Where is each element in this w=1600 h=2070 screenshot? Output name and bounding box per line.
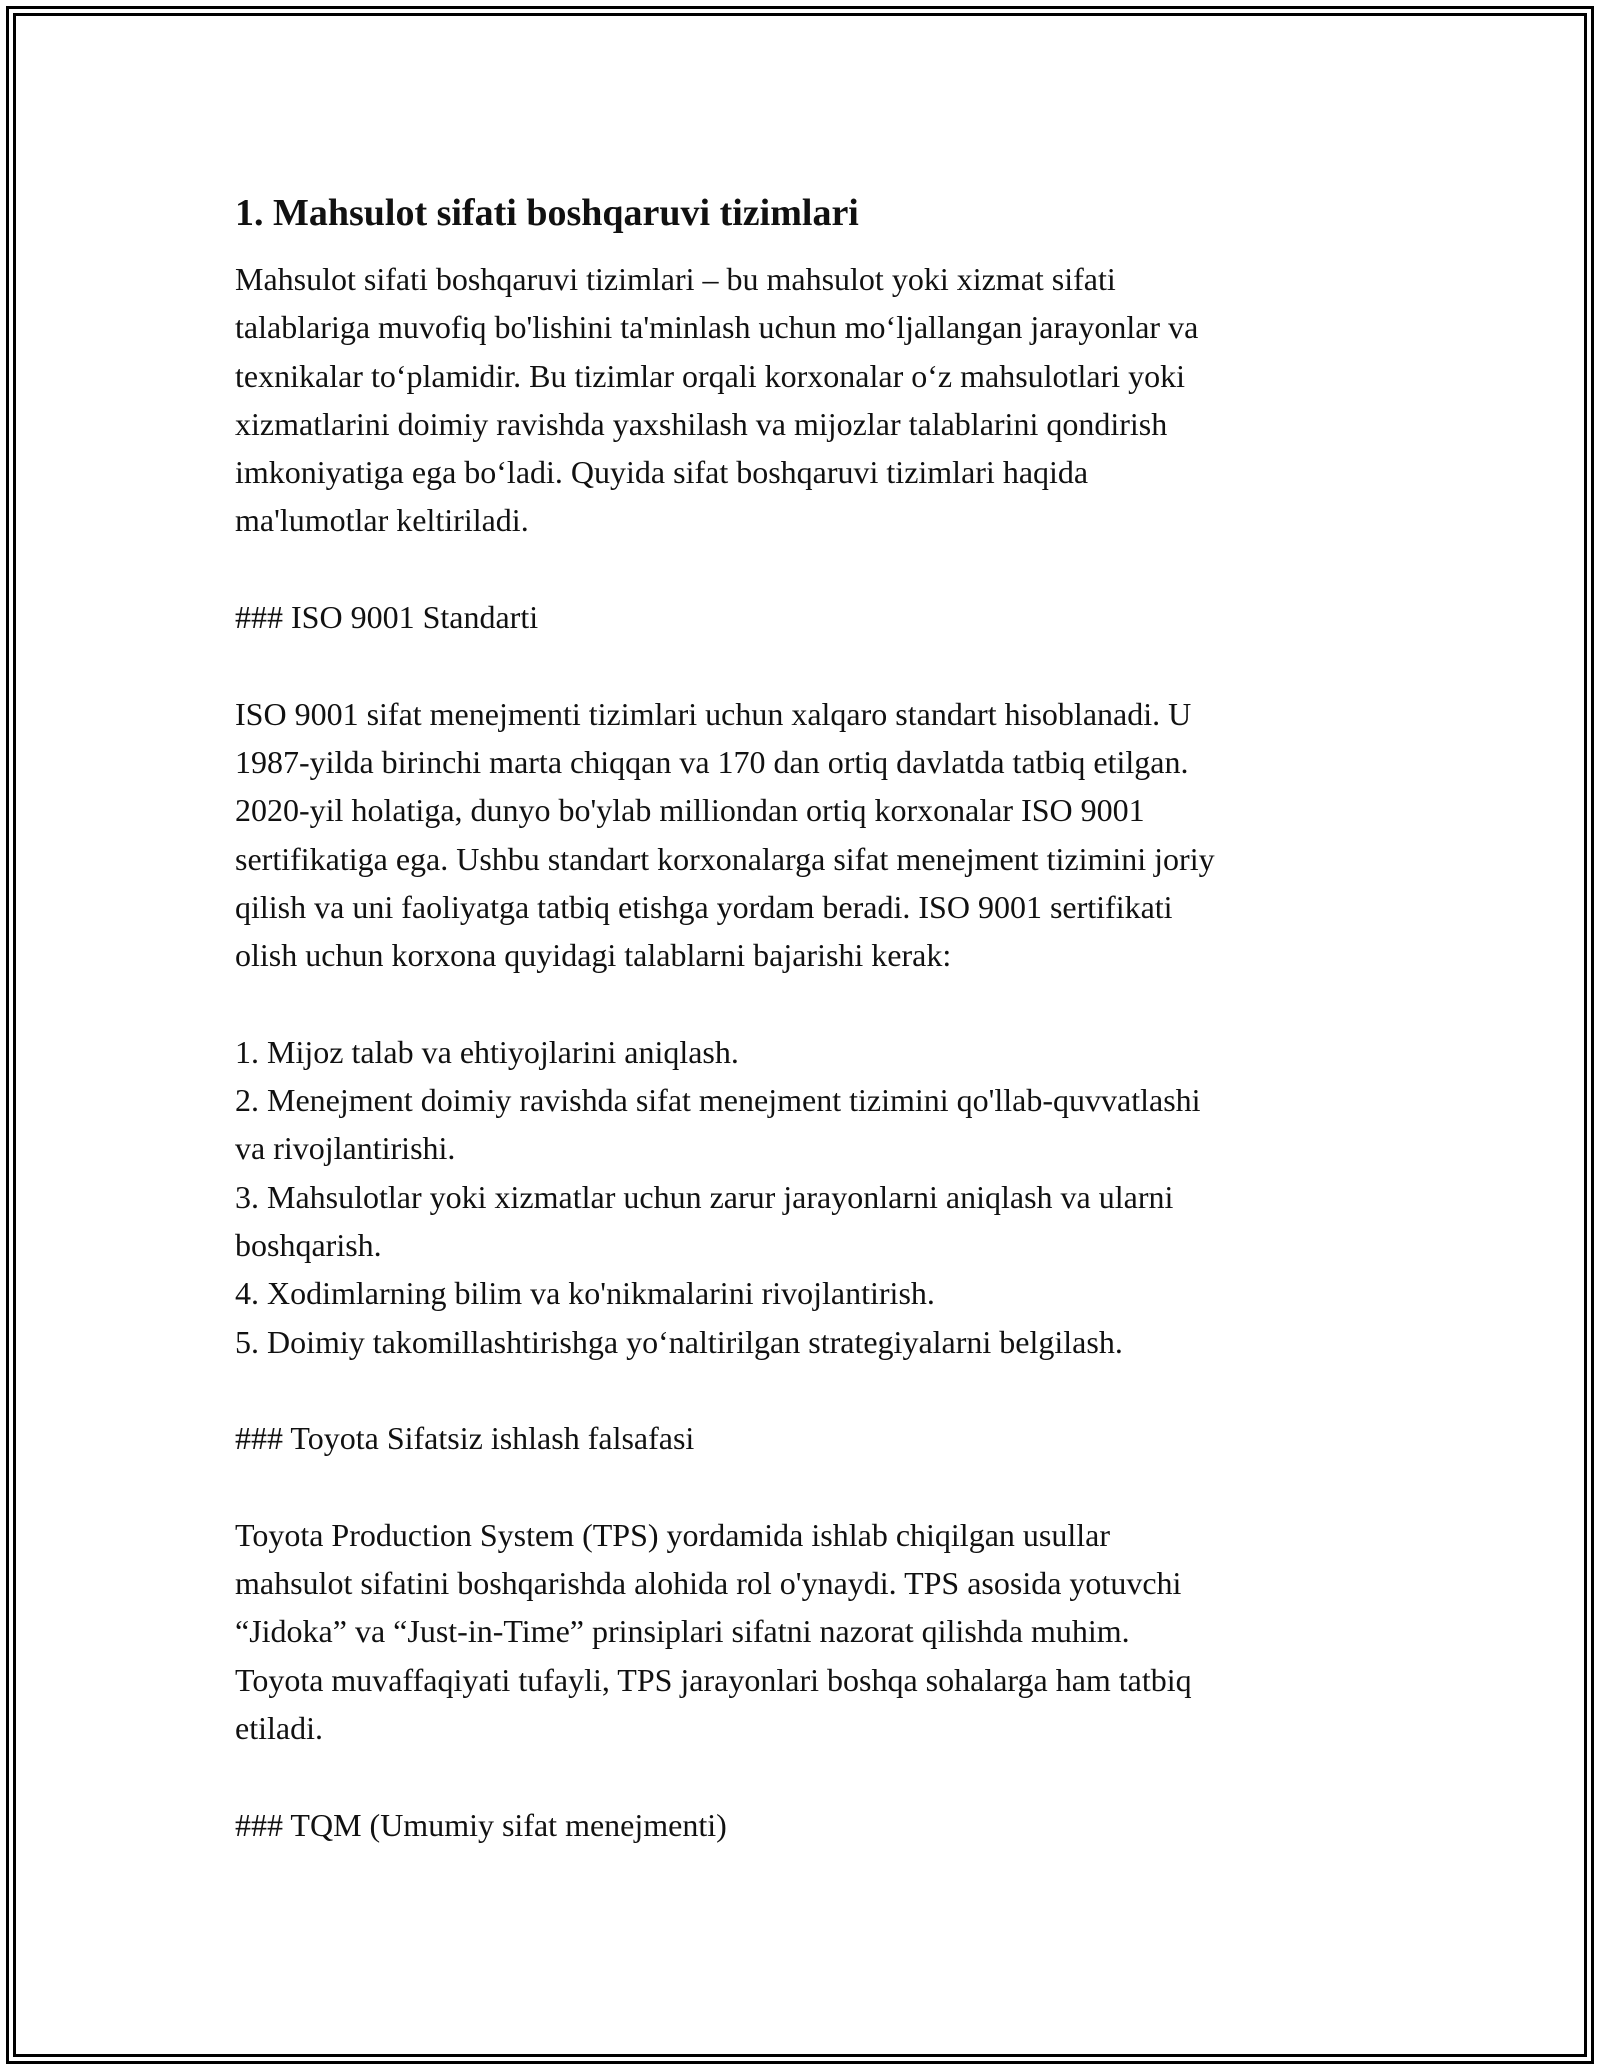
text-line: 1987-yilda birinchi marta chiqqan va 170 dan ortiq davlatda tatbiq etilgan. xyxy=(235,743,1189,780)
text-line: “Jidoka” va “Just-in-Time” prinsiplari sifatni nazorat qilishda muhim. xyxy=(235,1613,1130,1650)
section-heading-tqm xyxy=(235,1801,1375,1849)
text-line: ### ISO 9001 Standarti xyxy=(235,599,539,636)
list-item: 5. Doimiy takomillashtirishga yoʻnaltirilgan strategiyalarni belgilash. xyxy=(235,1323,1123,1360)
list-item: 4. Xodimlarning bilim va ko'nikmalarini rivojlantirish. xyxy=(235,1275,935,1312)
blank-line xyxy=(235,641,1375,689)
blank-line xyxy=(235,1462,1375,1510)
iso-paragraph xyxy=(235,690,1375,980)
blank-line xyxy=(235,545,1375,593)
text-line: sertifikatiga ega. Ushbu standart korxonalarga sifat menejment tizimini joriy xyxy=(235,840,1215,877)
document-page xyxy=(235,185,1375,1849)
text-line: xizmatlarini doimiy ravishda yaxshilash va mijozlar talablarini qondirish xyxy=(235,405,1168,442)
list-item: boshqarish. xyxy=(235,1226,382,1263)
list-item: 1. Mijoz talab va ehtiyojlarini aniqlash. xyxy=(235,1033,739,1070)
toyota-paragraph xyxy=(235,1511,1375,1752)
text-line: ### TQM (Umumiy sifat menejmenti) xyxy=(235,1806,727,1843)
blank-line xyxy=(235,979,1375,1027)
text-line: ISO 9001 sifat menejmenti tizimlari uchun xalqaro standart hisoblanadi. U xyxy=(235,695,1192,732)
text-line: etiladi. xyxy=(235,1709,323,1746)
section-heading-toyota xyxy=(235,1414,1375,1462)
text-line: imkoniyatiga ega boʻladi. Quyida sifat boshqaruvi tizimlari haqida xyxy=(235,454,1089,491)
intro-paragraph xyxy=(235,255,1375,545)
text-line: qilish va uni faoliyatga tatbiq etishga yordam beradi. ISO 9001 sertifikati xyxy=(235,888,1173,925)
text-line: 2020-yil holatiga, dunyo bo'ylab milliondan ortiq korxonalar ISO 9001 xyxy=(235,792,1145,829)
text-line: texnikalar toʻplamidir. Bu tizimlar orqali korxonalar oʻz mahsulotlari yoki xyxy=(235,357,1185,394)
text-line: talablariga muvofiq bo'lishini ta'minlash uchun moʻljallangan jarayonlar va xyxy=(235,309,1199,346)
text-line: Toyota muvaffaqiyati tufayli, TPS jarayonlari boshqa sohalarga ham tatbiq xyxy=(235,1661,1192,1698)
text-line: ma'lumotlar keltiriladi. xyxy=(235,502,529,539)
section-heading-iso xyxy=(235,593,1375,641)
text-line: ### Toyota Sifatsiz ishlash falsafasi xyxy=(235,1420,695,1457)
text-line: olish uchun korxona quyidagi talablarni bajarishi kerak: xyxy=(235,937,952,974)
text-line: Toyota Production System (TPS) yordamida ishlab chiqilgan usullar xyxy=(235,1516,1110,1553)
document-heading: 1. Mahsulot sifati boshqaruvi tizimlari xyxy=(235,192,859,234)
blank-line xyxy=(235,1366,1375,1414)
blank-line xyxy=(235,1752,1375,1800)
requirements-list xyxy=(235,1028,1375,1366)
list-item: 3. Mahsulotlar yoki xizmatlar uchun zarur jarayonlarni aniqlash va ularni xyxy=(235,1178,1174,1215)
list-item: va rivojlantirishi. xyxy=(235,1130,456,1167)
text-line: mahsulot sifatini boshqarishda alohida rol o'ynaydi. TPS asosida yotuvchi xyxy=(235,1565,1182,1602)
list-item: 2. Menejment doimiy ravishda sifat menejment tizimini qo'llab-quvvatlashi xyxy=(235,1082,1201,1119)
text-line: Mahsulot sifati boshqaruvi tizimlari – bu mahsulot yoki xizmat sifati xyxy=(235,261,1116,297)
